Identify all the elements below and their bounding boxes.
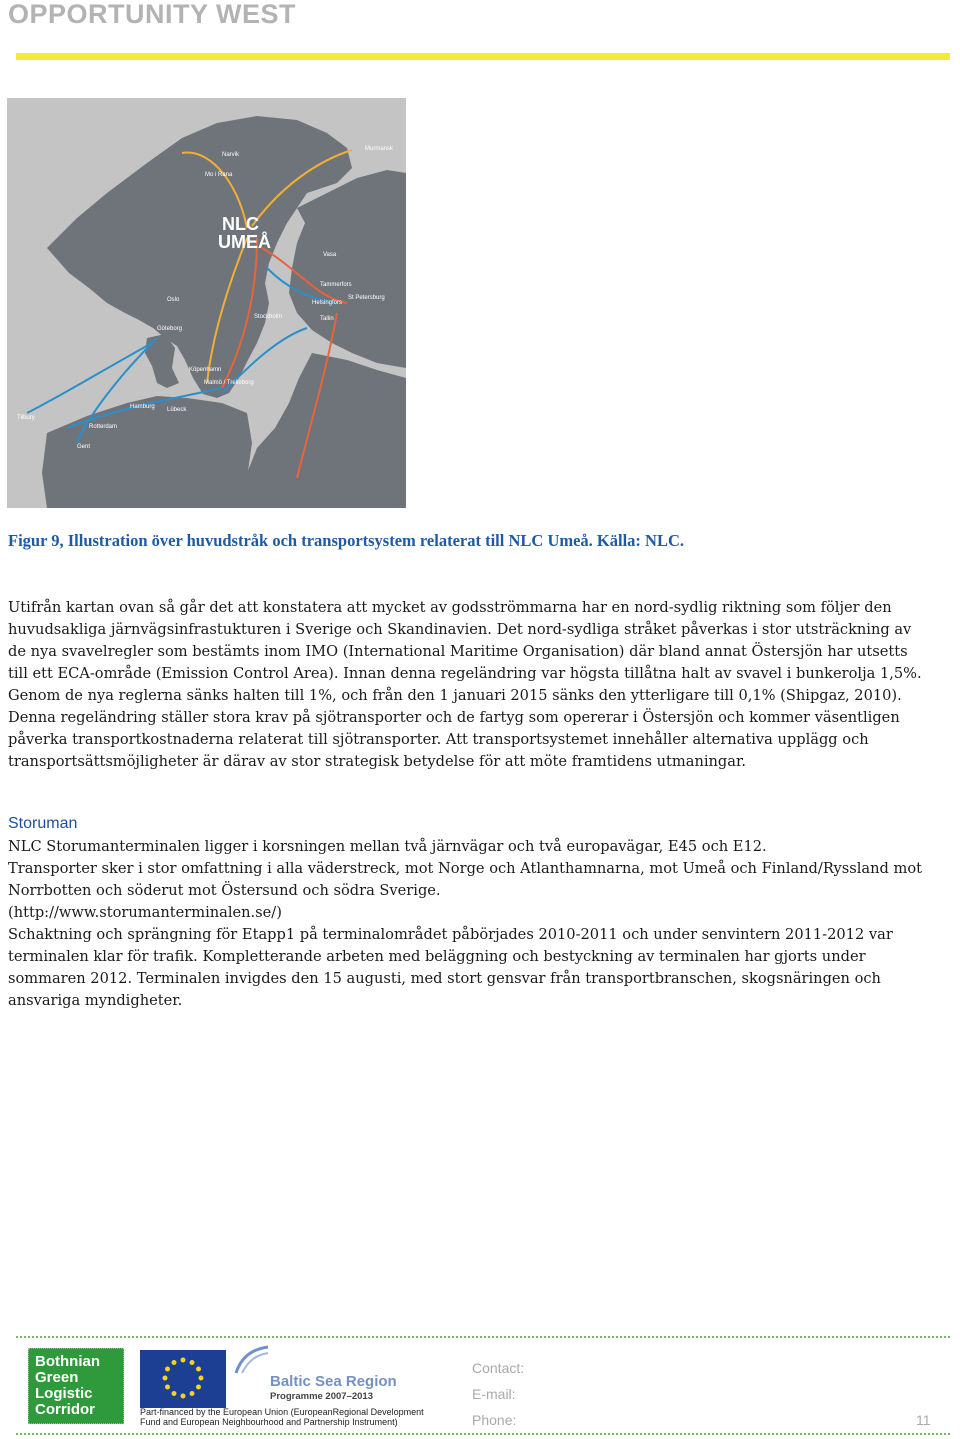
paragraph-transport-flows: Utifrån kartan ovan så går det att konstatera att mycket av godsströmmarna har en nord-sydlig riktning som följer den huvudsakliga järnvägsinfrastukturen i Sverige och Skandinavien. Det nord-sydliga stråket påverkas i stor utsträckning av de nya svavelregler som bestämts inom IMO (International Maritime Organisation) där bland annat Östersjön har utsetts till ett ECA-område (Emission Control Area). Innan denna regeländring var högsta tillåtna halt av svavel i bunkerolja 1,5%. Genom de nya reglerna sänks halten till 1%, och från den 1 januari 2015 sänks den ytterligare till 0,1% (Shipgaz, 2010). Denna regeländring ställer stora krav på sjötransporter och de fartyg som opererar i Östersjön och kommer väsentligen påverka transportkostnaderna relaterat till sjötransporter. Att transportsystemet innehåller alternativa upplägg och transportsättsmöjligheter är därav av stor strategisk betydelse för att möte framtidens utmaningar. bbox=[8, 599, 922, 770]
storuman-line-construction: Schaktning och sprängning för Etapp1 på terminalområdet påbörjades 2010-2011 och under senvintern 2011-2012 var terminalen klar för trafik. Kompletterande arbeten med beläggning och bestyckning av terminalen har gjorts under sommaren 2012. Terminalen invigdes den 15 augusti, med stort gensvar från transportbranschen, skogsnäringen och ansvariga myndigheter. bbox=[8, 926, 893, 1009]
footer-rule-top bbox=[16, 1336, 950, 1338]
map-label-tammerfors: Tammerfors bbox=[320, 282, 352, 288]
funding-line-1: Part-financed by the European Union (EuropeanRegional Development bbox=[140, 1407, 424, 1417]
map-label-helsingfors: Helsingfors bbox=[312, 300, 343, 306]
map-label-gent: Gent bbox=[77, 444, 91, 450]
baltic-sea-region-name: Baltic Sea Region bbox=[270, 1373, 397, 1390]
map-label-narvik: Narvik bbox=[222, 152, 240, 158]
map-label-kopenhamn: Köpenhamn bbox=[189, 367, 222, 373]
land-continent bbox=[42, 396, 252, 508]
funding-statement bbox=[140, 1407, 440, 1427]
map-label-st-petersburg: St Petersburg bbox=[348, 295, 385, 301]
land-baltics bbox=[245, 353, 406, 508]
map-label-murmansk: Murmansk bbox=[365, 146, 394, 152]
baltic-sea-region-logo bbox=[234, 1345, 404, 1407]
figure-caption: Figur 9, Illustration över huvudstråk och transportsystem relaterat till NLC Umeå. Källa: NLC. bbox=[8, 531, 685, 550]
bothnian-green-logistic-corridor-logo: Bothnian Green Logistic Corridor bbox=[28, 1348, 124, 1424]
email-label: E-mail: bbox=[472, 1386, 516, 1402]
land-finland-russia bbox=[289, 170, 406, 368]
baltic-sea-region-emblem-icon bbox=[234, 1345, 270, 1375]
eu-flag-logo bbox=[140, 1350, 226, 1408]
eu-stars-icon bbox=[140, 1350, 226, 1408]
map-label-rotterdam: Rotterdam bbox=[89, 424, 118, 430]
header-rule bbox=[16, 53, 950, 60]
map-label-mo-i-rana: Mo i Rana bbox=[205, 172, 233, 178]
transport-map-figure bbox=[7, 98, 406, 508]
map-label-hamburg: Hamburg bbox=[130, 404, 155, 410]
map-label-stockholm: Stockholm bbox=[254, 314, 283, 320]
page-number: 11 bbox=[916, 1412, 931, 1428]
map-label-oslo: Oslo bbox=[167, 297, 180, 303]
map-label-malmo-trelleborg: Malmö / Trelleborg bbox=[204, 380, 254, 386]
baltic-sea-region-programme: Programme 2007–2013 bbox=[270, 1391, 373, 1402]
map-label-tilbury: Tilbury bbox=[17, 415, 35, 421]
storuman-line-location: NLC Storumanterminalen ligger i korsningen mellan två järnvägar och två europavägar, E45 och E12. bbox=[8, 838, 767, 855]
footer-rule-bottom bbox=[16, 1433, 950, 1435]
phone-label: Phone: bbox=[472, 1412, 517, 1428]
map-label-vasa: Vasa bbox=[323, 252, 337, 258]
funding-line-2: Fund and European Neighbourhood and Partnership Instrument) bbox=[140, 1417, 398, 1427]
map-label-tallinn: Tallin bbox=[320, 316, 334, 322]
map-label-umea: UMEÅ bbox=[218, 232, 271, 252]
map-label-lubeck: Lübeck bbox=[167, 407, 187, 413]
transport-map bbox=[7, 98, 406, 508]
contact-label: Contact: bbox=[472, 1360, 525, 1376]
storuman-line-transports: Transporter sker i stor omfattning i alla väderstreck, mot Norge och Atlanthamnarna, mot Umeå och Finland/Ryssland mot Norrbotten och söderut mot Östersund och södra Sverige. bbox=[8, 860, 923, 899]
storuman-link[interactable]: (http://www.storumanterminalen.se/) bbox=[8, 904, 282, 921]
map-label-goteborg: Göteborg bbox=[157, 326, 183, 332]
section-heading-storuman: Storuman bbox=[8, 815, 78, 832]
map-label-nlc: NLC bbox=[222, 214, 259, 234]
paragraph-storuman bbox=[8, 836, 928, 1012]
document-header-title: OPPORTUNITY WEST bbox=[8, 0, 297, 29]
